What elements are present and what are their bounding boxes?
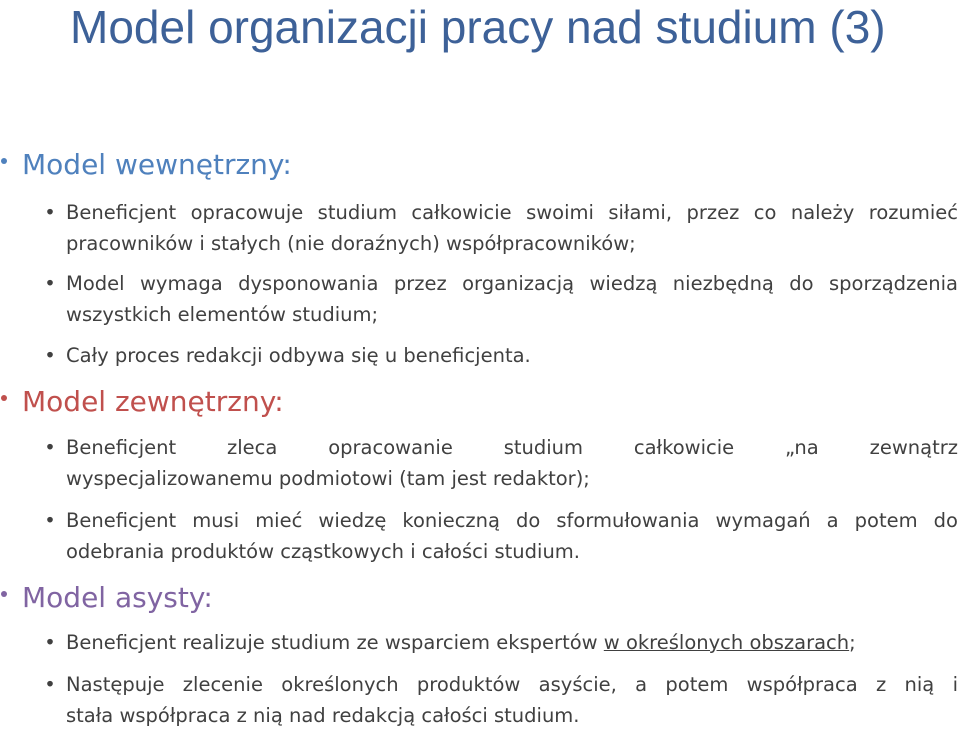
bullet-dot-icon bbox=[0, 394, 8, 402]
item-line: stała współpraca z nią nad redakcją całości studium. bbox=[66, 704, 580, 727]
section-heading-text: Model zewnętrzny: bbox=[22, 385, 284, 418]
list-item bbox=[44, 505, 958, 567]
item-line: Beneficjent zleca opracowanie studium całkowicie „na zewnątrz bbox=[66, 436, 958, 459]
list-item bbox=[44, 268, 958, 330]
list-item bbox=[44, 432, 958, 494]
item-line: wyspecjalizowanemu podmiotowi (tam jest redaktor); bbox=[66, 467, 590, 490]
bullet-dot-icon: • bbox=[44, 631, 56, 654]
bullet-dot-icon: • bbox=[44, 436, 56, 459]
item-line: Model wymaga dysponowania przez organizacją wiedzą niezbędną do sporządzenia bbox=[66, 272, 958, 295]
underlined-text: w określonych obszarach bbox=[603, 631, 850, 654]
bullet-dot-icon bbox=[0, 590, 8, 598]
section-heading-text: Model wewnętrzny: bbox=[22, 148, 292, 181]
bullet-dot-icon: • bbox=[44, 201, 56, 224]
bullet-dot-icon: • bbox=[44, 272, 56, 295]
bullet-dot-icon: • bbox=[44, 673, 56, 696]
list-item bbox=[44, 197, 958, 259]
bullet-dot-icon: • bbox=[44, 509, 56, 532]
item-line bbox=[66, 627, 958, 658]
bullet-dot-icon bbox=[0, 157, 8, 165]
item-line: Beneficjent opracowuje studium całkowicie swoimi siłami, przez co należy rozumieć bbox=[66, 201, 958, 224]
item-line: Beneficjent musi mieć wiedzę konieczną do sformułowania wymagań a potem do bbox=[66, 509, 958, 532]
item-line: pracowników i stałych (nie doraźnych) współpracowników; bbox=[66, 232, 636, 255]
item-line: Cały proces redakcji odbywa się u beneficjenta. bbox=[66, 344, 531, 367]
item-text: Beneficjent realizuje studium ze wsparciem ekspertów bbox=[66, 631, 604, 654]
item-line: wszystkich elementów studium; bbox=[66, 303, 379, 326]
item-text: ; bbox=[849, 631, 856, 654]
list-item bbox=[44, 669, 958, 731]
item-line: Następuje zlecenie określonych produktów asyście, a potem współpraca z nią i bbox=[66, 673, 958, 696]
item-line: odebrania produktów cząstkowych i całości studium. bbox=[66, 540, 580, 563]
list-item bbox=[44, 340, 958, 371]
section-heading-text: Model asysty: bbox=[22, 581, 213, 614]
slide-title: Model organizacji pracy nad studium (3) bbox=[70, 1, 886, 53]
bullet-dot-icon: • bbox=[44, 344, 56, 367]
list-item bbox=[44, 627, 958, 658]
